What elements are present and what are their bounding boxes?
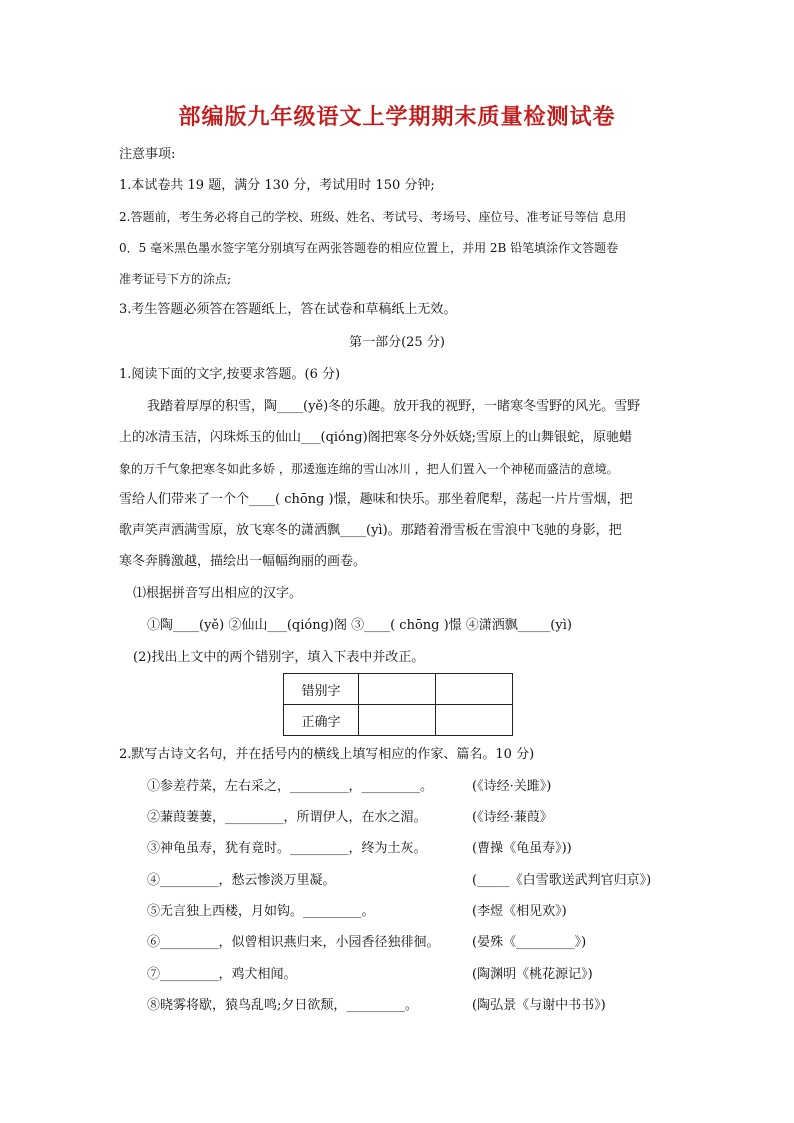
table-header-correct: 正确字 bbox=[284, 705, 359, 736]
poem-line: ⑤无言独上西楼，月如钩。_________。 bbox=[147, 904, 375, 919]
poem-line: ②蒹葭萋萋，_________，所谓伊人，在水之湄。 bbox=[147, 810, 427, 825]
notes-heading: 注意事项: bbox=[119, 147, 176, 162]
question-2-stem: 2.默写古诗文名句，并在括号内的横线上填写相应的作家、篇名。10 分) bbox=[119, 747, 535, 762]
poem-line: ③神龟虽寿，犹有竟时。_________，终为土灰。 bbox=[147, 841, 427, 856]
passage-line: 我踏着厚厚的积雪，陶____(yě)冬的乐趣。放开我的视野，一睹寒冬雪野的风光。雪野 bbox=[147, 399, 641, 414]
passage-line: 上的冰清玉洁，闪珠烁玉的仙山___(qióng)阁把寒冬分外妖娆;雪原上的山舞银蛇，原驰蜡 bbox=[119, 430, 633, 445]
passage-line: 象的万千气象把寒冬如此多娇 ，那逶迤连绵的雪山冰川 ，把人们置入一个神秘而盛洁的意境。 bbox=[119, 462, 619, 476]
poem-reference: (曹操《龟虽寿》)) bbox=[472, 841, 572, 856]
note-item-2-line-3: 准考证号下方的涂点; bbox=[119, 272, 232, 286]
note-item-2-line-2: 0．5 毫米黑色墨水签字笔分别填写在两张答题卷的相应位置上，并用 2B 铅笔填涂作文答题卷 bbox=[119, 241, 619, 255]
poem-reference: (《诗经·关雎》) bbox=[472, 779, 552, 794]
poem-line: ⑥_________，似曾相识燕归来，小园香径独徘徊。 bbox=[147, 935, 440, 950]
note-item-1: 1.本试卷共 19 题，满分 130 分，考试用时 150 分钟; bbox=[119, 178, 435, 193]
poem-reference: (晏殊《_________》) bbox=[472, 935, 587, 950]
table-header-wrong: 错别字 bbox=[284, 674, 359, 705]
exam-title: 部编版九年级语文上学期期末质量检测试卷 bbox=[178, 105, 616, 130]
poem-line: ④_________，愁云惨淡万里凝。 bbox=[147, 873, 336, 888]
correction-table bbox=[283, 673, 513, 736]
poem-reference: (陶渊明《桃花源记》) bbox=[472, 967, 593, 982]
table-cell-wrong-1[interactable] bbox=[359, 674, 436, 705]
question-1-stem: 1.阅读下面的文字,按要求答题。(6 分) bbox=[119, 367, 341, 382]
poem-reference: (_____《白雪歌送武判官归京》) bbox=[472, 873, 652, 888]
note-item-3: 3.考生答题必须答在答题纸上，答在试卷和草稿纸上无效。 bbox=[119, 302, 457, 317]
poem-reference: (《诗经·蒹葭》 bbox=[472, 810, 553, 825]
passage-line: 寒冬奔腾激越，描绘出一幅幅绚丽的画卷。 bbox=[119, 554, 367, 569]
note-item-2-line-1: 2.答题前，考生务必将自己的学校、班级、姓名、考试号、考场号、座位号、准考证号等信 息用 bbox=[119, 210, 627, 224]
table-cell-wrong-2[interactable] bbox=[436, 674, 513, 705]
poem-reference: (陶弘景《与谢中书书》) bbox=[472, 998, 606, 1013]
poem-line: ⑧晓雾将歇，猿鸟乱鸣;夕日欲颓，_________。 bbox=[147, 998, 418, 1013]
passage-line: 歌声笑声洒满雪原，放飞寒冬的潇洒飘____(yì)。那踏着滑雪板在雪浪中飞驰的身影，把 bbox=[119, 523, 622, 538]
passage-line: 雪给人们带来了一个个____( chōng )憬，趣味和快乐。那坐着爬犁，荡起一片片雪烟，把 bbox=[119, 492, 633, 507]
subquestion-1: ⑴根据拼音写出相应的汉字。 bbox=[133, 586, 303, 601]
poem-reference: (李煜《相见欢》) bbox=[472, 904, 567, 919]
subquestion-1-blanks: ①陶____(yě) ②仙山___(qióng)阁 ③____( chōng )憬 ④潇洒飘_____(yì) bbox=[147, 618, 572, 633]
table-cell-correct-1[interactable] bbox=[359, 705, 436, 736]
subquestion-2: (2)找出上文中的两个错别字，填入下表中并改正。 bbox=[133, 650, 425, 665]
table-cell-correct-2[interactable] bbox=[436, 705, 513, 736]
poem-line: ①参差荇菜，左右采之，_________，_________。 bbox=[147, 779, 434, 794]
part1-heading: 第一部分(25 分) bbox=[349, 335, 445, 350]
poem-line: ⑦_________，鸡犬相闻。 bbox=[147, 967, 297, 982]
